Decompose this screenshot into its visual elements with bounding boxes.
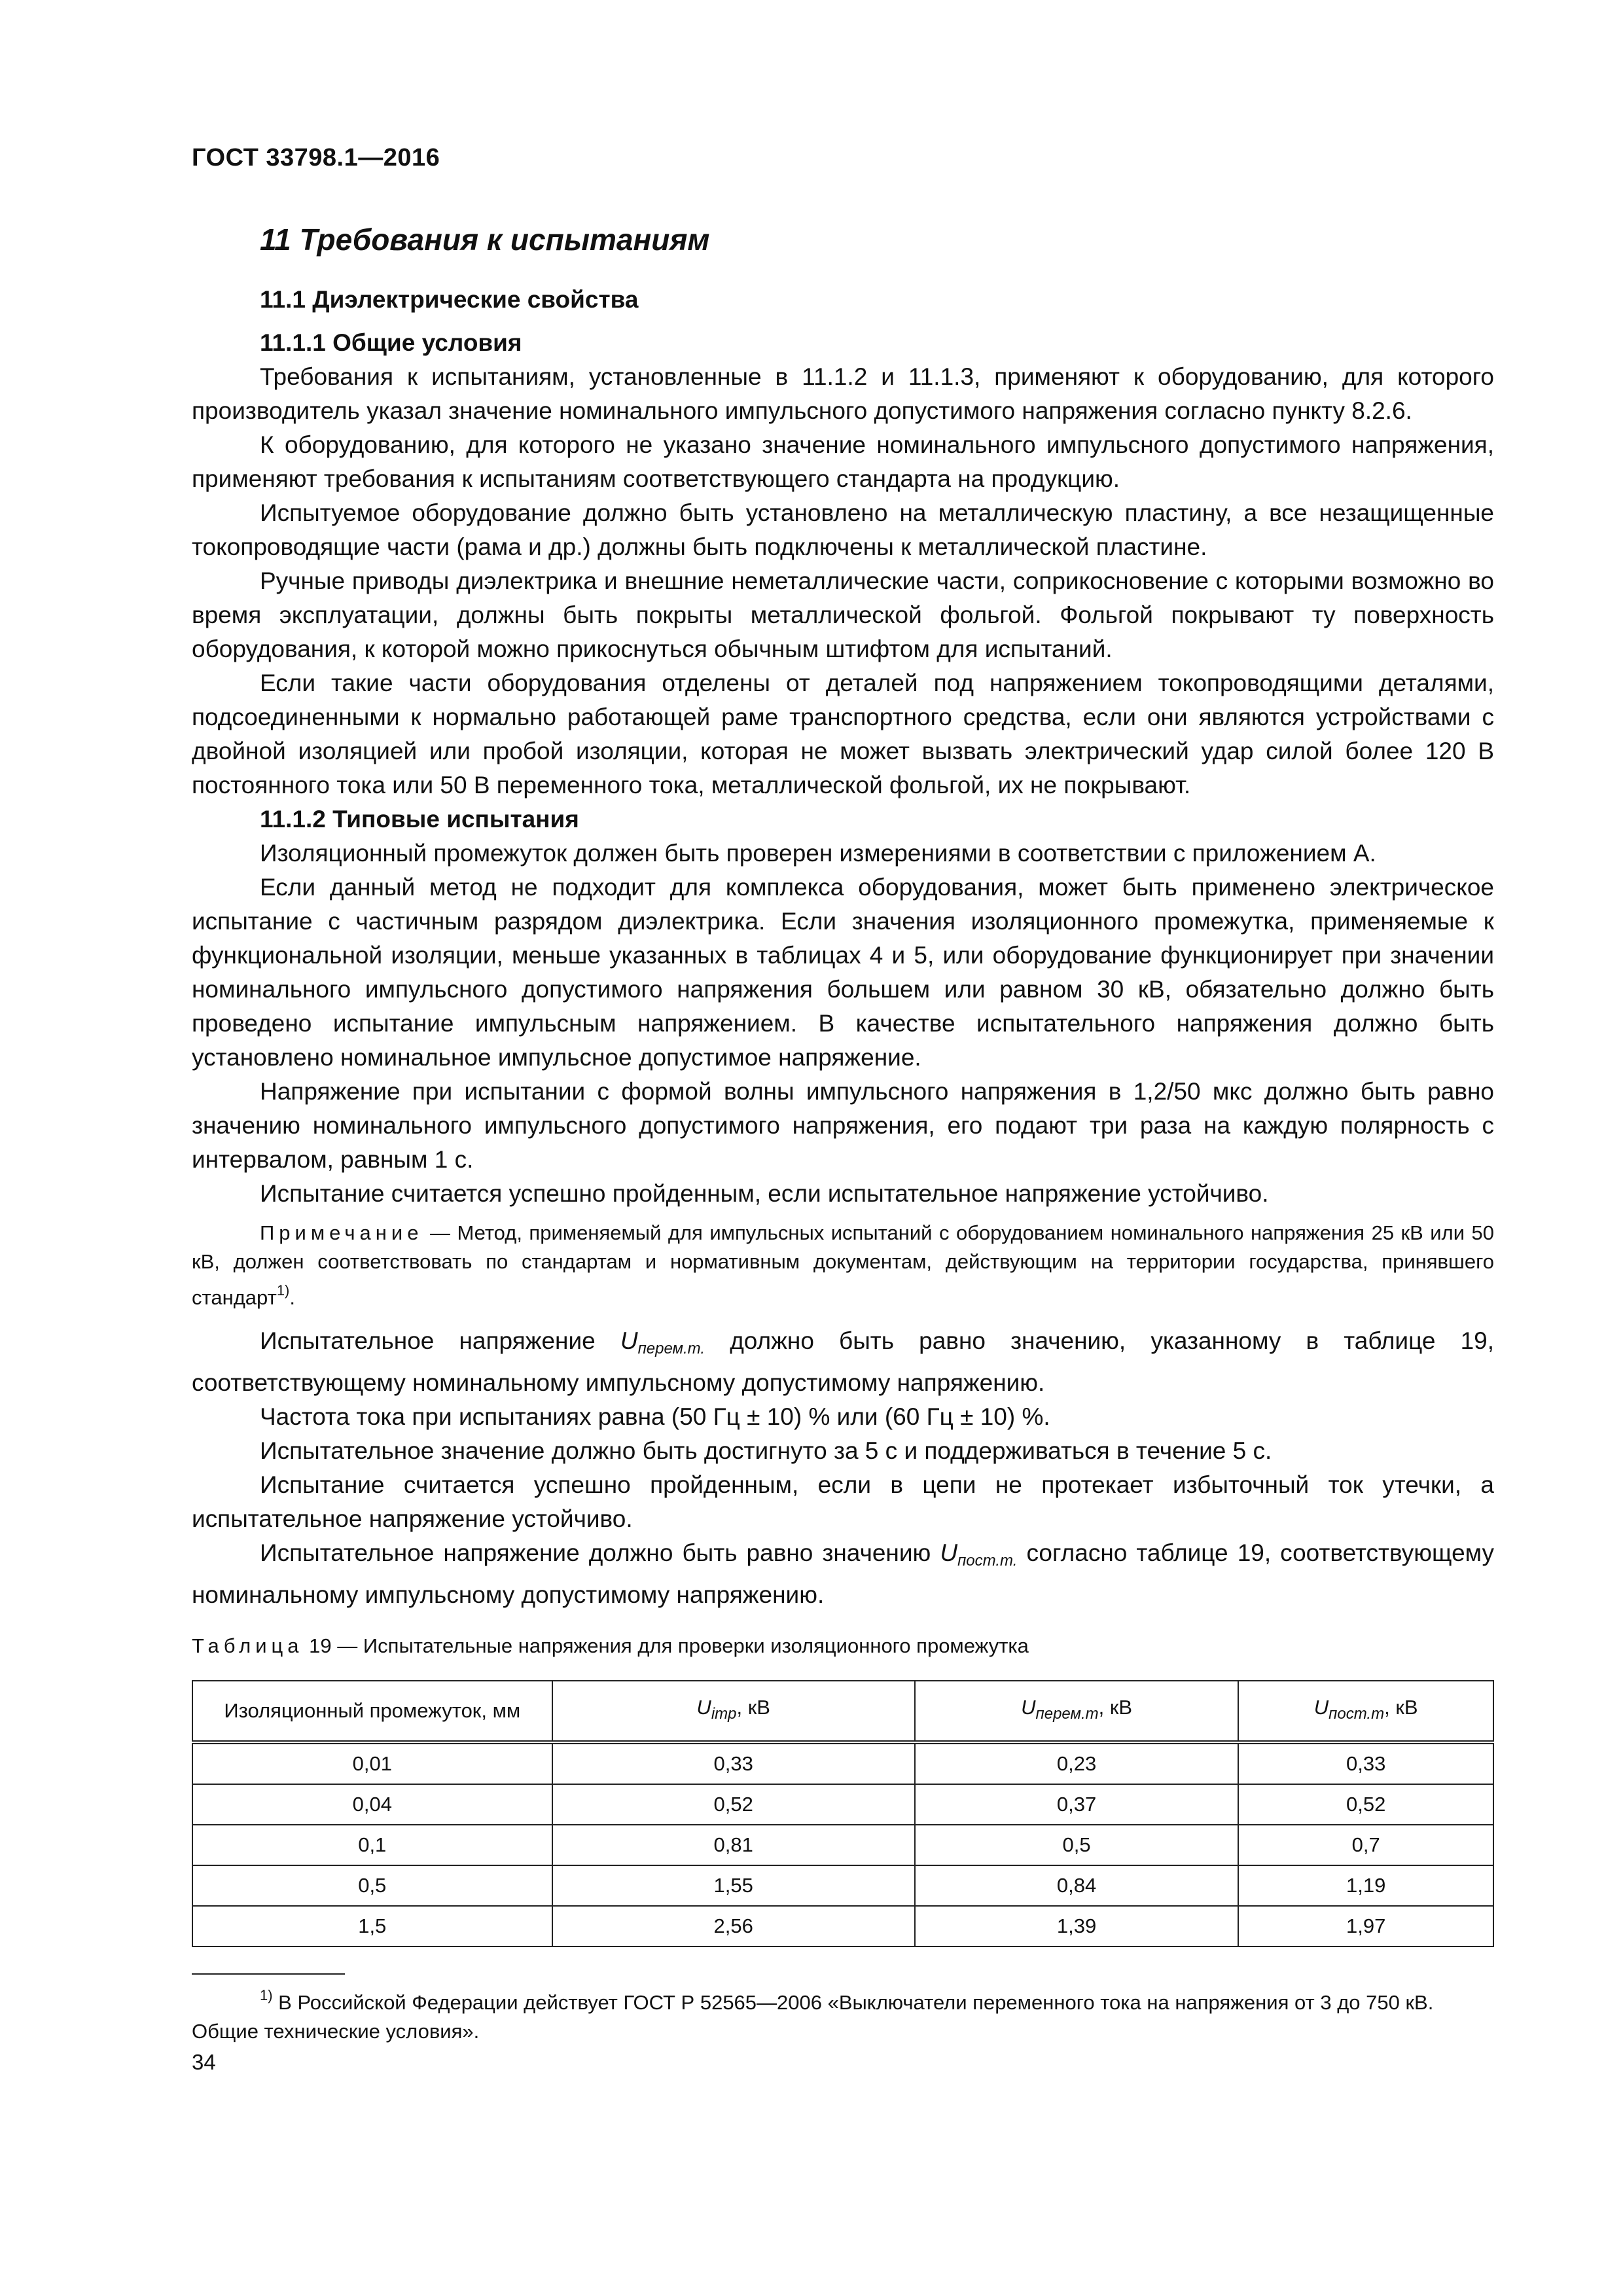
table-cell: 1,55 xyxy=(552,1865,915,1906)
table-header xyxy=(1238,1681,1493,1742)
table-cell: 0,52 xyxy=(552,1784,915,1825)
paragraph: Ручные приводы диэлектрика и внешние неметаллические части, соприкосновение с которыми возможно во время эксплуатации, должны быть покрыты металлической фольгой. Фольгой покрывают ту поверхность оборудования, к которой можно прикоснуться обычным штифтом для испытаний. xyxy=(192,567,1494,662)
section-title: 11 Требования к испытаниям xyxy=(260,223,710,257)
table-row xyxy=(192,1742,1493,1784)
paragraph: К оборудованию, для которого не указано значение номинального импульсного допустимого напряжения, применяют требования к испытаниям соответствующего стандарта на продукцию. xyxy=(192,431,1494,492)
table-cell: 2,56 xyxy=(552,1906,915,1946)
table-header: Изоляционный промежуток, мм xyxy=(192,1681,552,1742)
table-caption-text: 19 — Испытательные напряжения для проверки изоляционного промежутка xyxy=(303,1634,1029,1657)
footnote-divider xyxy=(192,1973,345,1975)
table-cell: 0,04 xyxy=(192,1784,552,1825)
paragraph: Если данный метод не подходит для комплекса оборудования, может быть применено электрическое испытание с частичным разрядом диэлектрика. Если значения изоляционного промежутка, применяемые к функциональной изоляции, меньше указанных в таблицах 4 и 5, или оборудование функционирует при значении номинального импульсного допустимого напряжения большем или равном 30 кВ, обязательно должно быть проведено испытание импульсным напряжением. В качестве испытательного напряжения должно быть установлено номинальное импульсное допустимое напряжение. xyxy=(192,874,1494,1071)
table-cell: 1,39 xyxy=(915,1906,1238,1946)
table-cell: 1,5 xyxy=(192,1906,552,1946)
table-cell: 0,81 xyxy=(552,1825,915,1865)
voltage-table xyxy=(192,1680,1494,1947)
page-number: 34 xyxy=(192,2050,216,2074)
table-header-row xyxy=(192,1681,1493,1742)
symbol: U xyxy=(1313,1696,1329,1719)
table-header xyxy=(552,1681,915,1742)
paragraph xyxy=(192,1324,1494,1400)
paragraph: Изоляционный промежуток должен быть проверен измерениями в соответствии с приложением А. xyxy=(260,840,1376,867)
table-cell: 0,5 xyxy=(192,1865,552,1906)
paragraph: Испытуемое оборудование должно быть установлено на металлическую пластину, а все незащищенные токопроводящие части (рама и др.) должны быть подключены к металлической пластине. xyxy=(192,499,1494,560)
table-cell: 0,01 xyxy=(192,1742,552,1784)
unit: , кВ xyxy=(736,1696,770,1719)
text-part: Испытательное напряжение должно быть равно значению xyxy=(260,1539,940,1566)
table-cell: 0,33 xyxy=(552,1742,915,1784)
standard-header: ГОСТ 33798.1—2016 xyxy=(192,144,440,171)
text-part: Испытательное напряжение xyxy=(260,1327,620,1354)
symbol-subscript: перем.т. xyxy=(637,1340,705,1357)
table-cell: 0,84 xyxy=(915,1865,1238,1906)
paragraph: Испытательное значение должно быть достигнуто за 5 с и поддерживаться в течение 5 с. xyxy=(260,1437,1272,1464)
table-cell: 1,19 xyxy=(1238,1865,1493,1906)
paragraph: Если такие части оборудования отделены от деталей под напряжением токопроводящими деталями, подсоединенными к нормально работающей раме транспортного средства, если они являются устройствами с двойной изоляцией или пробой изоляции, которая не может вызвать электрический удар силой более 120 В постоянного тока или 50 В переменного тока, металлической фольгой, их не покрывают. xyxy=(192,670,1494,798)
table-caption xyxy=(192,1629,1494,1663)
unit: , кВ xyxy=(1098,1696,1133,1719)
symbol: U xyxy=(1021,1696,1036,1719)
paragraph: Испытание считается успешно пройденным, если в цепи не протекает избыточный ток утечки, а испытательное напряжение устойчиво. xyxy=(192,1471,1494,1532)
page-content xyxy=(192,216,1494,2046)
paragraph: Частота тока при испытаниях равна (50 Гц ± 10) % или (60 Гц ± 10) %. xyxy=(260,1403,1050,1430)
table-cell: 0,33 xyxy=(1238,1742,1493,1784)
symbol: U xyxy=(696,1696,711,1719)
general-conditions-title: 11.1.1 Общие условия xyxy=(260,329,522,356)
table-row xyxy=(192,1784,1493,1825)
subsection-title: 11.1 Диэлектрические свойства xyxy=(260,286,639,313)
paragraph xyxy=(192,1536,1494,1612)
table-row xyxy=(192,1906,1493,1946)
paragraph: Напряжение при испытании с формой волны импульсного напряжения в 1,2/50 мкс должно быть равно значению номинального импульсного допустимого напряжения, его подают три раза на каждую полярность с интервалом, равным 1 с. xyxy=(192,1078,1494,1173)
note-label: Примечание xyxy=(260,1221,423,1244)
table-row xyxy=(192,1865,1493,1906)
footnote-mark: 1) xyxy=(260,1987,273,2003)
unit: , кВ xyxy=(1384,1696,1418,1719)
table-header xyxy=(915,1681,1238,1742)
text-part: должно быть равно значению, указанному в таблице 19, соответствующему номинальному импульсному допустимому напряжению. xyxy=(192,1327,1495,1396)
footnote xyxy=(192,1981,1494,2046)
table-row xyxy=(192,1825,1493,1865)
table-caption-label: Таблица xyxy=(192,1634,304,1657)
symbol-subscript: перем.т xyxy=(1035,1705,1099,1723)
footnote-ref: 1) xyxy=(276,1282,290,1299)
table-cell: 0,7 xyxy=(1238,1825,1493,1865)
table-cell: 0,1 xyxy=(192,1825,552,1865)
text-part: согласно таблице 19, соответствующему номинальному импульсному допустимому напряжению. xyxy=(192,1539,1495,1608)
type-tests-title: 11.1.2 Типовые испытания xyxy=(260,806,579,833)
symbol: U xyxy=(940,1539,958,1566)
table-cell: 1,97 xyxy=(1238,1906,1493,1946)
paragraph: Испытание считается успешно пройденным, если испытательное напряжение устойчиво. xyxy=(260,1180,1269,1207)
symbol-subscript: imp xyxy=(711,1705,737,1723)
table-cell: 0,5 xyxy=(915,1825,1238,1865)
symbol-subscript: пост.т xyxy=(1329,1705,1385,1723)
symbol: U xyxy=(620,1327,638,1354)
table-cell: 0,23 xyxy=(915,1742,1238,1784)
table-cell: 0,52 xyxy=(1238,1784,1493,1825)
symbol-subscript: пост.т. xyxy=(957,1552,1018,1570)
footnote-text: В Российской Федерации действует ГОСТ Р 52565—2006 «Выключатели переменного тока на напряжения от 3 до 750 кВ. Общие технические условия». xyxy=(192,1991,1434,2043)
note-text: — Метод, применяемый для импульсных испытаний с оборудованием номинального напряжения 25 кВ или 50 кВ, должен соответствовать по стандартам и нормативным документам, действующим на территории государства, принявшего стандарт xyxy=(192,1221,1494,1309)
table-cell: 0,37 xyxy=(915,1784,1238,1825)
paragraph: Требования к испытаниям, установленные в 11.1.2 и 11.1.3, применяют к оборудованию, для которого производитель указал значение номинального импульсного допустимого напряжения согласно пункту 8.2.6. xyxy=(192,363,1494,424)
note: Примечание — Метод, применяемый для импульсных испытаний с оборудованием номинального напряжения 25 кВ или 50 кВ, должен соответствовать по стандартам и нормативным документам, действующим на территории государства, принявшего стандарт$^{1)}$. xyxy=(192,1221,1494,1309)
